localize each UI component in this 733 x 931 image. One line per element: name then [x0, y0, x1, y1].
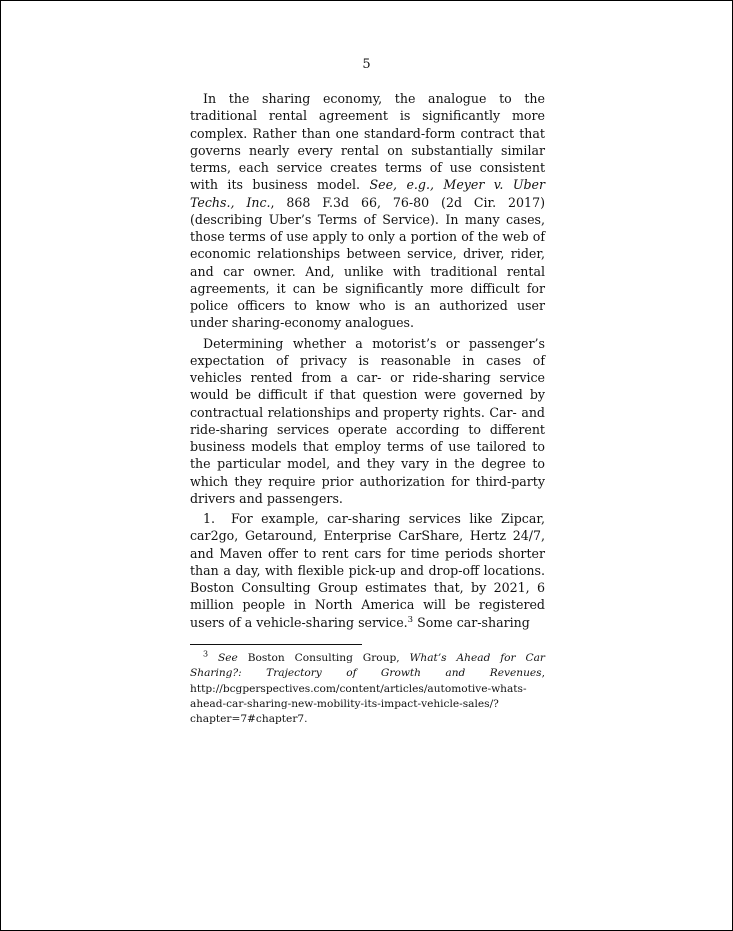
footnote-divider [190, 644, 362, 645]
footnote [190, 651, 545, 727]
paragraph-sharing-economy [190, 90, 545, 332]
body-text [190, 90, 545, 634]
case-citation: See, e.g., Meyer v. Uber Techs., Inc. [190, 177, 545, 210]
footnote-text [190, 651, 545, 727]
footnote-title: What’s Ahead for Car Sharing?: Trajectory of Growth and Revenues [190, 652, 545, 680]
paragraph-numbered-1 [190, 510, 545, 631]
paragraph-number: 1. [203, 511, 216, 526]
paragraph-tail: Some car-sharing [413, 614, 530, 630]
footnote-url: , http://bcgperspectives.com/content/articles/automotive-whats-ahead-car-sharing-new-mobility-its-impact-vehicle-sales/?chapter=7#chapter7. [190, 667, 545, 726]
paragraph-text: , 868 F.3d 66, 76-80 (2d Cir. 2017) (describing Uber’s Terms of Service). In many cases, those terms of use apply to only a portion of the web of economic relationships between service, driver, rider, and car owner. And, unlike with traditional rental agreements, it can be significantly more difficult for police officers to know who is an authorized user under sharing-economy analogues. [190, 194, 545, 331]
footnote-reference: 3 [407, 614, 414, 625]
paragraph-text: For example, car-sharing services like Zipcar, car2go, Getaround, Enterprise CarShare, Hertz 24/7, and Maven offer to rent cars for time periods shorter than a day, with flexible pick-up and drop-off locations. Boston Consulting Group estimates that, by 2021, 6 million people in North America will be registered users of a vehicle-sharing service. [190, 511, 545, 630]
page-number: 5 [362, 57, 371, 72]
paragraph-expectation-of-privacy: Determining whether a motorist’s or passenger’s expectation of privacy is reasonable in cases of vehicles rented from a car- or ride-sharing service would be difficult if that question were governed by contractual relationships and property rights. Car- and ride-sharing services operate according to different business models that employ terms of use tailored to the particular model, and they vary in the degree to which they require prior authorization for third-party drivers and passengers. [190, 335, 545, 506]
footnote-source: Boston Consulting Group, [237, 652, 410, 664]
footnote-signal: See [218, 652, 238, 664]
paragraph-text: In the sharing economy, the analogue to the traditional rental agreement is significantly more complex. Rather than one standard-form contract that governs nearly every rental on substantially similar terms, each service creates terms of use consistent with its business model. [190, 91, 545, 193]
footnote-mark: 3 [203, 649, 209, 659]
